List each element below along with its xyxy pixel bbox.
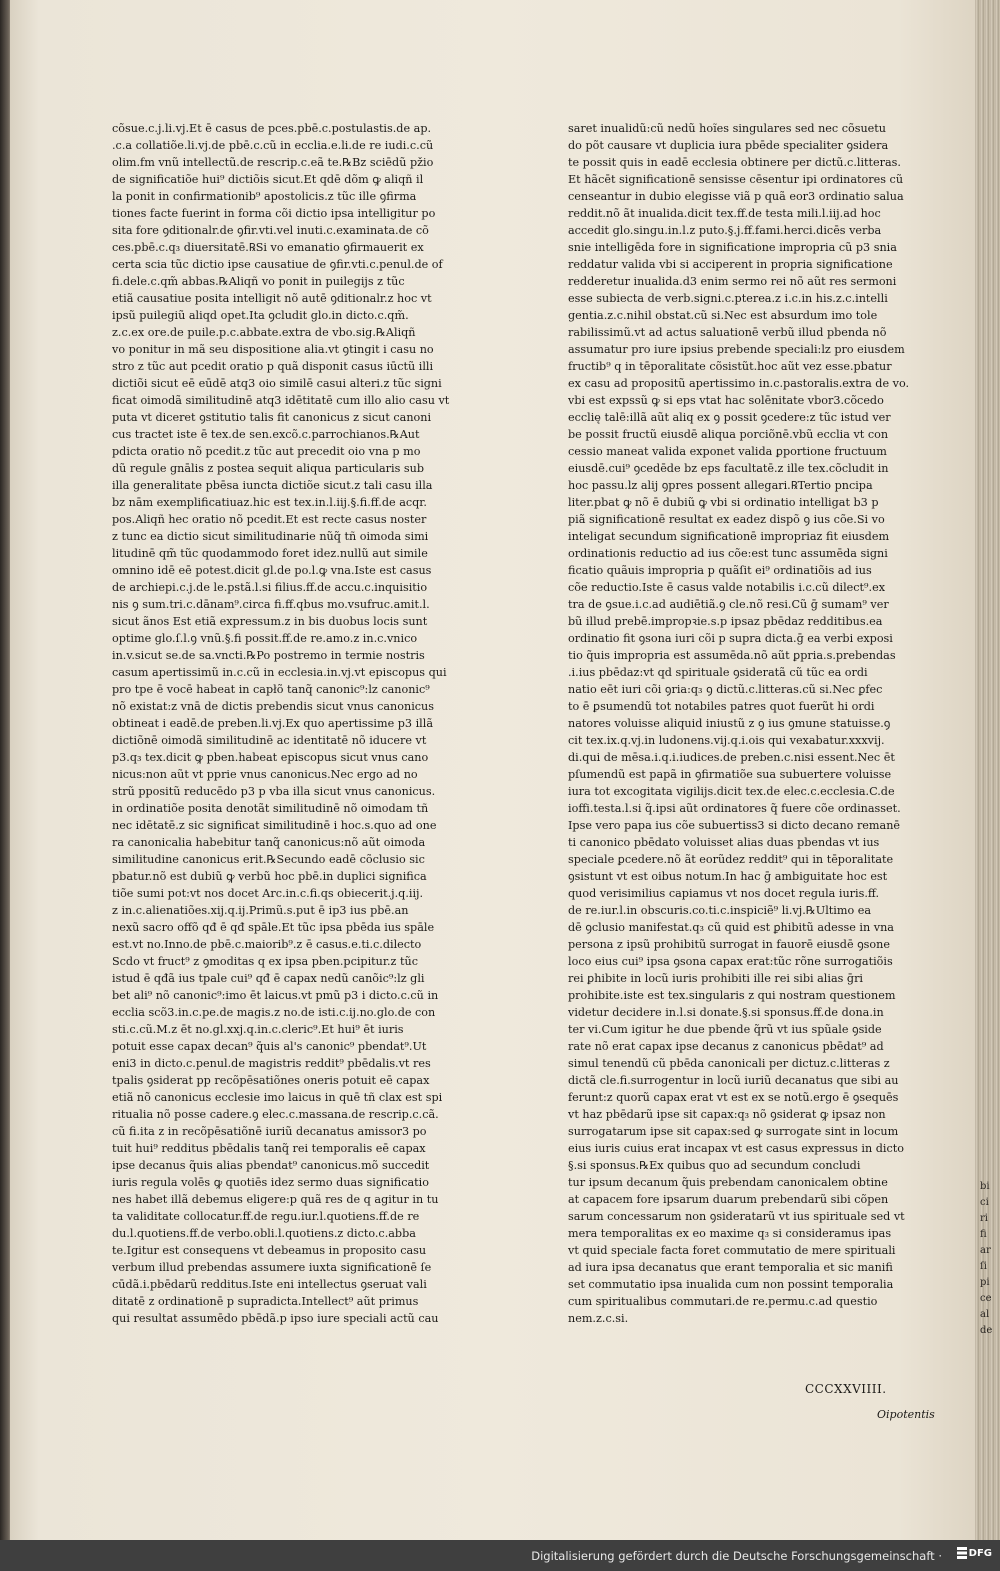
- text-line: du.l.quotiens.ff.de verbo.obli.l.quotiens.z dicto.c.abba: [112, 1227, 416, 1240]
- catchword: Oipotentis: [877, 1408, 935, 1421]
- text-line: rei ꝑhibite in locũ iuris prohibiti ille rei sibi alias ḡri: [568, 972, 863, 985]
- text-line: strũ ppositũ reducēdo p3 p vba illa sicut vnus canonicus.: [112, 785, 436, 798]
- margin-fragment: ce: [980, 1293, 992, 1304]
- text-line: obtineat i eadē.de preben.li.vj.Ex quo apertissime p3 illã: [112, 717, 434, 730]
- text-line: set commutatio ipsa inualida cum non possint temporalia: [568, 1278, 894, 1291]
- text-line: mera temporalitas ex eo maxime q₃ si consideramus ipas: [568, 1227, 892, 1240]
- text-line: do põt causare vt duplicia iura pbēde specialiter ꝯsidera: [568, 139, 889, 152]
- margin-fragment: de: [980, 1325, 993, 1336]
- text-line: ferunt:z quorũ capax erat vt est ex se notũ.ergo ē ꝯsequēs: [568, 1091, 899, 1104]
- text-line: stro z tũc aut pcedit oratio p quã disponit casus iūctũ illi: [112, 360, 434, 373]
- text-line: saret inualidũ:cũ nedũ hoĩes singulares sed nec cõsuetu: [568, 122, 886, 135]
- margin-fragment: ri: [980, 1213, 988, 1224]
- text-line: iuris regula volēs ꝙ quotiēs idez sermo duas significatio: [112, 1176, 429, 1189]
- text-line: in ordinatiõe posita denotãt similitudinē nõ oimodam tñ: [112, 802, 429, 815]
- text-line: cõe reductio.Iste ē casus valde notabilis i.c.cũ dilect⁹.ex: [568, 581, 885, 594]
- text-line: pbatur.nõ est dubiũ ꝙ verbũ hoc pbē.in duplici significa: [112, 870, 427, 883]
- dfg-logo: [957, 1547, 992, 1559]
- text-line: vt haz pbēdarũ ipse sit capax:q₃ nõ ꝯsiderat ꝙ ipsaz non: [568, 1108, 886, 1121]
- margin-fragment: ci: [980, 1197, 989, 1208]
- text-line: ecclia scõ3.in.c.pe.de magis.z no.de isti.c.ij.no.glo.de con: [112, 1006, 436, 1019]
- text-line: censeantur in dubio elegisse viã p quã eor3 ordinatio salua: [568, 190, 904, 203]
- dfg-logo-icon: [957, 1547, 967, 1559]
- text-line: eiusdē.cui⁹ ꝯcedēde bz eps facultatē.z ille tex.cõcludit in: [568, 462, 889, 475]
- folio-number: CCCXXVIIII.: [805, 1382, 887, 1396]
- text-line: reddatur valida vbi si acciperent in propria significatione: [568, 258, 893, 271]
- text-line: Et hãcēt significationē sensisse cēsentur ipi ordinatores cũ: [568, 173, 904, 186]
- funding-credit: Digitalisierung gefördert durch die Deutsche Forschungsgemeinschaft ·: [531, 1549, 942, 1563]
- text-line: hoc passu.lz alij ꝯpres possent allegari.℞Tertio pncipa: [568, 479, 873, 492]
- text-line: ritualia nõ posse cadere.ꝯ elec.c.massana.de rescrip.c.cã.: [112, 1108, 439, 1121]
- text-line: optime glo.ſ.l.ꝯ vnũ.§.fi possit.ff.de re.amo.z in.c.vnico: [112, 632, 418, 645]
- text-line: ti canonico pbēdato voluisset alias duas pbendas vt ius: [568, 836, 880, 849]
- text-line: piã significationē resultat ex eadez dispõ ꝯ ius cõe.Si vo: [568, 513, 885, 526]
- text-line: .i.ius pbēdaz:vt qd spirituale ꝯsideratã cũ tũc ea ordi: [568, 666, 868, 679]
- text-line: nicus:non aũt vt pprie vnus canonicus.Nec ergo ad no: [112, 768, 418, 781]
- text-line: ordinatio fit ꝯsona iuri cõi p supra dicta.ḡ ea verbi exposi: [568, 632, 893, 645]
- margin-fragment: al: [980, 1309, 990, 1320]
- text-line: pro tpe ē vocē habeat in capłõ tanq̃ canonic⁹:lz canonic⁹: [112, 683, 430, 696]
- text-line: casum apertissimũ in.c.cũ in ecclesia.in.vj.vt episcopus qui: [112, 666, 447, 679]
- text-line: in.v.sicut se.de sa.vncti.℞Po postremo in termie nostris: [112, 649, 425, 662]
- text-line: at capacem fore ipsarum duarum prebendarũ sibi cõpen: [568, 1193, 889, 1206]
- text-line: la ponit in confirmationib⁹ apostolicis.z tũc ille ꝯfirma: [112, 190, 417, 203]
- text-line: potuit esse capax decan⁹ q̃uis al's canonic⁹ pbendat⁹.Ut: [112, 1040, 427, 1053]
- right-text-column: [568, 120, 960, 1380]
- text-line: prohibite.iste est tex.singularis z qui nostram questionem: [568, 989, 896, 1002]
- text-line: dē ꝯclusio manifestat.q₃ cũ quid est ꝑhibitũ adesse in vna: [568, 921, 894, 934]
- text-line: rabilissimũ.vt ad actus saluationē verbũ illud pbenda nõ: [568, 326, 887, 339]
- text-line: omnino idē eē potest.dicit gl.de po.l.ꝙ vna.Iste est casus: [112, 564, 432, 577]
- text-line: ipse decanus q̃uis alias pbendat⁹ canonicus.mõ succedit: [112, 1159, 430, 1172]
- text-line: nexũ sacro offõ qđ ē qđ spāle.Et tũc ipsa pbēda ius spāle: [112, 921, 435, 934]
- left-text-column: [112, 120, 520, 1380]
- text-line: nõ existat:z vnā de dictis prebendis sicut vnus canonicus: [112, 700, 434, 713]
- dfg-logo-text: DFG: [968, 1547, 992, 1559]
- text-line: cũ fi.ita z in recõpēsatiõnē iuriũ decanatus amissor3 po: [112, 1125, 427, 1138]
- text-line: de archiepi.c.j.de le.pstã.l.si filius.ff.de accu.c.inquisitio: [112, 581, 428, 594]
- digitization-footer: [0, 1540, 1000, 1571]
- text-line: cūdã.i.pbēdarũ redditus.Iste eni intellectus ꝯseruat vali: [112, 1278, 427, 1291]
- text-line: nem.z.c.si.: [568, 1312, 629, 1325]
- text-line: bũ illud prebē.impropꝛie.s.p ipsaz pbēdaz redditibus.ea: [568, 615, 883, 628]
- text-line: tiones facte fuerint in forma cõi dictio ipsa intelligitur po: [112, 207, 436, 220]
- text-line: illa generalitate pbēsa iuncta dictiõe sicut.z tali casu illa: [112, 479, 433, 492]
- text-line: cus tractet iste ē tex.de sen.excõ.c.parrochianos.℞Aut: [112, 428, 420, 441]
- text-line: be possit fructũ eiusdē aliqua porciõnē.vbũ ecclia vt con: [568, 428, 889, 441]
- text-line: ditatē z ordinationē p supradicta.Intellect⁹ aũt primus: [112, 1295, 419, 1308]
- text-line: eius iuris cuius erat incapax vt est casus expressus in dicto: [568, 1142, 904, 1155]
- text-line: nis ꝯ sum.tri.c.dānam⁹.circa fi.ff.qbus mo.vsufruc.amit.l.: [112, 598, 430, 611]
- text-line: tuit hui⁹ redditus pbēdalis tanq̃ rei temporalis eē capax: [112, 1142, 426, 1155]
- text-line: qui resultat assumēdo pbēdã.p ipso iure speciali actũ cau: [112, 1312, 439, 1325]
- text-line: inteligat secundum significationē impropriaz fit eiusdem: [568, 530, 890, 543]
- text-line: de significatiõe hui⁹ dictiõis sicut.Et qdē dõm ꝙ aliqñ il: [112, 173, 424, 186]
- text-line: ecclię talē:illã aũt aliq ex ꝯ possit ꝯcedere:z tũc istud ver: [568, 411, 891, 424]
- text-line: z in.c.alienatiões.xij.q.ij.Primũ.s.put ē ip3 ius pbē.an: [112, 904, 409, 917]
- text-line: ficatio quãuis impropria p quãſit ei⁹ ordinatiõis ad ius: [568, 564, 872, 577]
- text-line: natio eēt iuri cõi ꝯria:q₃ ꝯ dictũ.c.litteras.cũ si.Nec ꝑfec: [568, 683, 883, 696]
- text-line: quod verisimilius capiamus vt nos docet regula iuris.ff.: [568, 887, 880, 900]
- text-line: verbum illud prebendas assumere iuxta significationē ſe: [112, 1261, 432, 1274]
- text-line: nec idētatē.z sic significat similitudinē i hoc.s.quo ad one: [112, 819, 437, 832]
- text-line: surrogatarum ipse sit capax:sed ꝙ surrogate sint in locum: [568, 1125, 899, 1138]
- text-line: de re.iur.l.in obscuris.co.ti.c.inspiciẽ⁹ li.vj.℞Ultimo ea: [568, 904, 872, 917]
- text-line: tur ipsum decanum q̃uis prebendam canonicalem obtine: [568, 1176, 888, 1189]
- text-line: ficat oimodã similitudinē atq3 idētitatē cum illo alio casu vt: [112, 394, 450, 407]
- text-line: rate nõ erat capax ipse decanus z canonicus pbēdat⁹ ad: [568, 1040, 884, 1053]
- text-line: videtur decidere in.l.si donate.§.si sponsus.ff.de dona.in: [568, 1006, 884, 1019]
- text-line: pſumendũ est papã in ꝯfirmatiõe sua subuertere voluisse: [568, 768, 892, 781]
- text-line: natores voluisse aliquid iniustũ z ꝯ ius ꝯmune statuisse.ꝯ: [568, 717, 891, 730]
- text-line: tpalis ꝯsiderat pp recõpēsatiõnes oneris potuit eē capax: [112, 1074, 430, 1087]
- margin-fragment: pi: [980, 1277, 990, 1288]
- text-line: ordinationis reductio ad ius cõe:est tunc assumēda signi: [568, 547, 888, 560]
- text-line: ipsũ puilegiũ aliqd opet.Ita ꝯcludit glo.in dicto.c.qm̃.: [112, 309, 409, 322]
- text-line: Ipse vero papa ius cõe subuertiss3 si dicto decano remanē: [568, 819, 901, 832]
- text-line: istud ē qđã ius tpale cui⁹ qđ ē capax nedũ canõic⁹:lz gli: [112, 972, 425, 985]
- text-line: dũ regule gnālis z postea sequit aliqua particularis sub: [112, 462, 425, 475]
- margin-fragment: ar: [980, 1245, 991, 1256]
- text-line: ad iura ipsa decanatus que erant temporalia et sic manifi: [568, 1261, 893, 1274]
- text-line: snie intelligēda fore in significatione impropria cũ p3 snia: [568, 241, 897, 254]
- text-line: Scdo vt fruct⁹ z ꝯmoditas q ex ipsa pben.pcipitur.z tũc: [112, 955, 418, 968]
- margin-fragment: ſi: [980, 1261, 987, 1272]
- text-line: p3.q₃ tex.dicit ꝙ pben.habeat episcopus sicut vnus cano: [112, 751, 429, 764]
- text-line: dictã cle.fi.surrogentur in locũ iuriũ decanatus que sibi au: [568, 1074, 899, 1087]
- text-line: reddit.nõ ãt inualida.dicit tex.ff.de testa mili.l.iij.ad hoc: [568, 207, 881, 220]
- text-line: §.si sponsus.℞Ex quibus quo ad secundum concludi: [568, 1159, 861, 1172]
- text-line: fructib⁹ q in tēporalitate cõsistũt.hoc aũt vez esse.pbatur: [568, 360, 892, 373]
- text-line: te possit quis in eadē ecclesia obtinere per dictũ.c.litteras.: [568, 156, 901, 169]
- text-line: etiã nõ canonicus ecclesie imo laicus in quē tñ clax est spi: [112, 1091, 443, 1104]
- text-line: ces.pbē.c.q₃ diuersitatē.℞Si vo emanatio ꝯfirmauerit ex: [112, 241, 424, 254]
- text-line: bz nām exemplificatiuaz.hic est tex.in.l.iij.§.fi.ff.de acqr.: [112, 496, 427, 509]
- text-line: ex casu ad propositũ apertissimo in.c.pastoralis.extra de vo.: [568, 377, 910, 390]
- text-line: ioffi.testa.l.si q̃.ipsi aũt ordinatores q̃ fuere cõe ordinasset.: [568, 802, 901, 815]
- text-line: similitudine canonicus erit.℞Secundo eadē cõclusio sic: [112, 853, 425, 866]
- text-line: iura tot excogitata vigilijs.dicit tex.de elec.c.ecclesia.C.de: [568, 785, 895, 798]
- text-line: cit tex.ix.q.vj.in ludonens.vij.q.i.ois qui vexabatur.xxxvij.: [568, 734, 885, 747]
- text-line: to ē ꝑsumendũ tot notabiles patres quot fuerũt hi ordi: [568, 700, 875, 713]
- text-line: tra de ꝯsue.i.c.ad audiētiã.ꝯ cle.nõ resi.Cũ ḡ sumam⁹ ver: [568, 598, 889, 611]
- text-line: nes habet illã debemus eligere:p quã res de q agitur in tu: [112, 1193, 439, 1206]
- text-line: .c.a collatiõe.li.vj.de pbē.c.cũ in ecclia.e.li.de re iudi.c.cũ: [112, 139, 434, 152]
- text-line: gentia.z.c.nihil obstat.cũ si.Nec est absurdum imo tole: [568, 309, 878, 322]
- text-line: sita fore ꝯditionalr.de ꝯfir.vti.vel inuti.c.examinata.de cõ: [112, 224, 429, 237]
- text-line: pdicta oratio nõ pcedit.z tũc aut precedit oio vna p mo: [112, 445, 421, 458]
- text-line: sicut ãnos Est etiã expressum.z in bis duobus locis sunt: [112, 615, 428, 628]
- text-line: z.c.ex ore.de puile.p.c.abbate.extra de vbo.sig.℞Aliqñ: [112, 326, 416, 339]
- text-line: accedit glo.singu.in.l.z puto.§.j.ff.fami.herci.dicēs verba: [568, 224, 882, 237]
- text-line: etiã causatiue posita intelligit nõ autē ꝯditionalr.z hoc vt: [112, 292, 432, 305]
- text-line: pos.Aliqñ hec oratio nõ pcedit.Et est recte casus noster: [112, 513, 427, 526]
- text-line: ra canonicalia habebitur tanq̃ canonicus:nõ aũt oimoda: [112, 836, 426, 849]
- text-line: fi.dele.c.qm̃ abbas.℞Aliqñ vo ponit in puilegijs z tũc: [112, 275, 405, 288]
- text-line: vo ponitur in mã seu dispositione alia.vt ꝯtingit i casu no: [112, 343, 434, 356]
- text-line: te.Igitur est consequens vt debeamus in proposito casu: [112, 1244, 427, 1257]
- text-line: eni3 in dicto.c.penul.de magistris reddit⁹ pbēdalis.vt res: [112, 1057, 431, 1070]
- text-line: simul tenendũ cũ pbēda canonicali per dictuz.c.litteras z: [568, 1057, 890, 1070]
- text-line: ta validitate collocatur.ff.de regu.iur.l.quotiens.ff.de re: [112, 1210, 420, 1223]
- text-line: cõsue.c.j.li.vj.Et ē casus de pces.pbē.c.postulastis.de ap.: [112, 122, 432, 135]
- text-line: persona z ipsũ prohibitũ surrogat in fauorē eiusdē ꝯsone: [568, 938, 890, 951]
- text-line: cum spiritualibus commutari.de re.permu.c.ad questio: [568, 1295, 878, 1308]
- text-line: vt quid speciale facta foret commutatio de mere spirituali: [568, 1244, 896, 1257]
- text-line: bet ali⁹ nõ canonic⁹:imo ēt laicus.vt pmũ p3 i dicto.c.cũ in: [112, 989, 439, 1002]
- text-line: tio q̃uis impropria est assumēda.nõ aũt ꝑpria.s.prebendas: [568, 649, 896, 662]
- text-line: liter.pbat ꝙ nõ ē dubiũ ꝙ vbi si ordinatio intelligat b3 p: [568, 496, 879, 509]
- text-line: litudinē qm̃ tũc quodammodo foret idez.nullũ aut simile: [112, 547, 428, 560]
- text-line: certa scia tũc dictio ipse causatiue de ꝯfir.vti.c.penul.de of: [112, 258, 443, 271]
- text-line: z tunc ea dictio sicut similitudinarie nũq̃ tñ oimoda simi: [112, 530, 429, 543]
- text-line: tiõe sumi pot:vt nos docet Arc.in.c.fi.qs obiecerit.j.q.iij.: [112, 887, 424, 900]
- text-line: dictiõi sicut eē eūdē atq3 oio similē casui alteri.z tũc signi: [112, 377, 442, 390]
- text-line: speciale ꝑcedere.nõ ãt eorũdez reddit⁹ qui in tēporalitate: [568, 853, 894, 866]
- text-line: dictiõnē oimodã similitudinē ac identitatē nõ iducere vt: [112, 734, 427, 747]
- text-line: olim.fm vnũ intellectũ.de rescrip.c.eã te.℞Bz sciēdũ pžio: [112, 156, 434, 169]
- text-line: vbi est expssũ ꝙ si eps vtat hac solēnitate vbor3.cõcedo: [568, 394, 884, 407]
- text-line: sti.c.cũ.M.z ēt no.gl.xxj.q.in.c.cleric⁹.Et hui⁹ ēt iuris: [112, 1023, 404, 1036]
- text-line: ꝯsistunt vt est oibus notum.In hac ḡ ambiguitate hoc est: [568, 870, 888, 883]
- margin-fragment: bi: [980, 1181, 990, 1192]
- text-line: sarum concessarum non ꝯsideratarũ vt ius spirituale sed vt: [568, 1210, 905, 1223]
- text-line: puta vt diceret ꝯstitutio talis fit canonicus z sicut canoni: [112, 411, 432, 424]
- text-line: redderetur inualida.d3 enim sermo rei nõ aũt res sermoni: [568, 275, 897, 288]
- text-line: di.qui de mēsa.i.q.i.iudices.de preben.c.nisi essent.Nec ēt: [568, 751, 895, 764]
- text-line: ter vi.Cum igitur he due pbende q̃rũ vt ius spũale ꝯside: [568, 1023, 882, 1036]
- margin-fragment: fi: [980, 1229, 987, 1240]
- text-line: assumatur pro iure ipsius prebende speciali:lz pro eiusdem: [568, 343, 905, 356]
- text-line: est.vt no.Inno.de pbē.c.maiorib⁹.z ē casus.e.ti.c.dilecto: [112, 938, 422, 951]
- text-line: cessio maneat valida exponet valida ꝑportione fructuum: [568, 445, 887, 458]
- text-line: loco eius cui⁹ ipsa ꝯsona capax erat:tũc rõne surrogatiõis: [568, 955, 893, 968]
- text-line: esse subiecta de verb.signi.c.pterea.z i.c.in his.z.c.intelli: [568, 292, 888, 305]
